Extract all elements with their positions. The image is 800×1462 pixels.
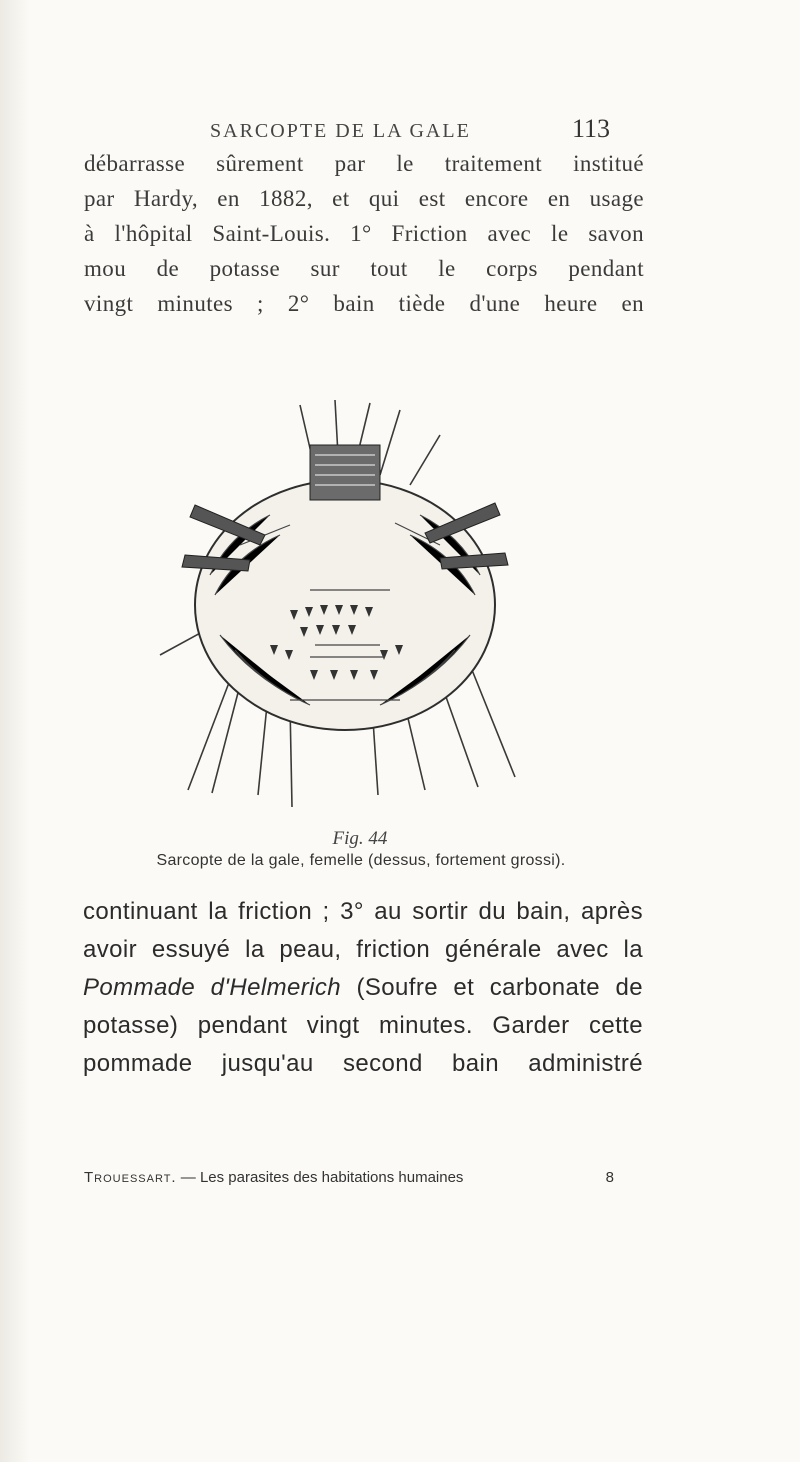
text-line: [83, 969, 643, 1007]
figure-label: Fig. 44: [332, 828, 388, 849]
seta-line: [470, 665, 515, 777]
text-line: continuant la friction ; 3° au sortir du bain, après: [83, 898, 643, 925]
text-line: potasse) pendant vingt minutes. Garder cette: [83, 1012, 643, 1039]
footer-title: Les parasites des habitations humaines: [199, 1169, 464, 1186]
paragraph-1: [84, 146, 644, 321]
text-line: vingt minutes ; 2° bain tiède d'une heure en: [84, 291, 644, 316]
paragraph-2: [83, 893, 643, 1083]
footer-signature-line: [84, 1169, 614, 1186]
seta-line: [212, 685, 240, 793]
footer-separator: —: [180, 1169, 196, 1186]
seta-line: [188, 680, 230, 790]
page-number: 113: [572, 114, 611, 143]
pommade-name: Pommade d'Helmerich: [83, 974, 341, 1001]
seta-line: [380, 410, 400, 475]
running-title: SARCOPTE DE LA GALE: [210, 120, 471, 142]
text-line: avoir essuyé la peau, friction générale avec la: [83, 936, 643, 963]
text-line: à l'hôpital Saint-Louis. 1° Friction avec le savon: [84, 221, 644, 246]
mite-body: [195, 480, 495, 730]
sarcoptes-illustration: [140, 395, 570, 815]
footer-signature: 8: [605, 1169, 614, 1186]
text-line: pommade jusqu'au second bain administré: [83, 1050, 643, 1077]
mite-head: [310, 445, 380, 500]
page-edge-shadow: [0, 0, 30, 1462]
text-fragment: (Soufre et carbonate de: [341, 974, 643, 1001]
seta-line: [410, 435, 440, 485]
text-line: mou de potasse sur tout le corps pendant: [84, 256, 644, 281]
figure-caption: Sarcopte de la gale, femelle (dessus, fortement grossi).: [156, 852, 566, 869]
text-line: débarrasse sûrement par le traitement institué: [84, 151, 644, 176]
text-line: par Hardy, en 1882, et qui est encore en usage: [84, 186, 644, 211]
footer-author: Trouessart.: [84, 1169, 177, 1186]
